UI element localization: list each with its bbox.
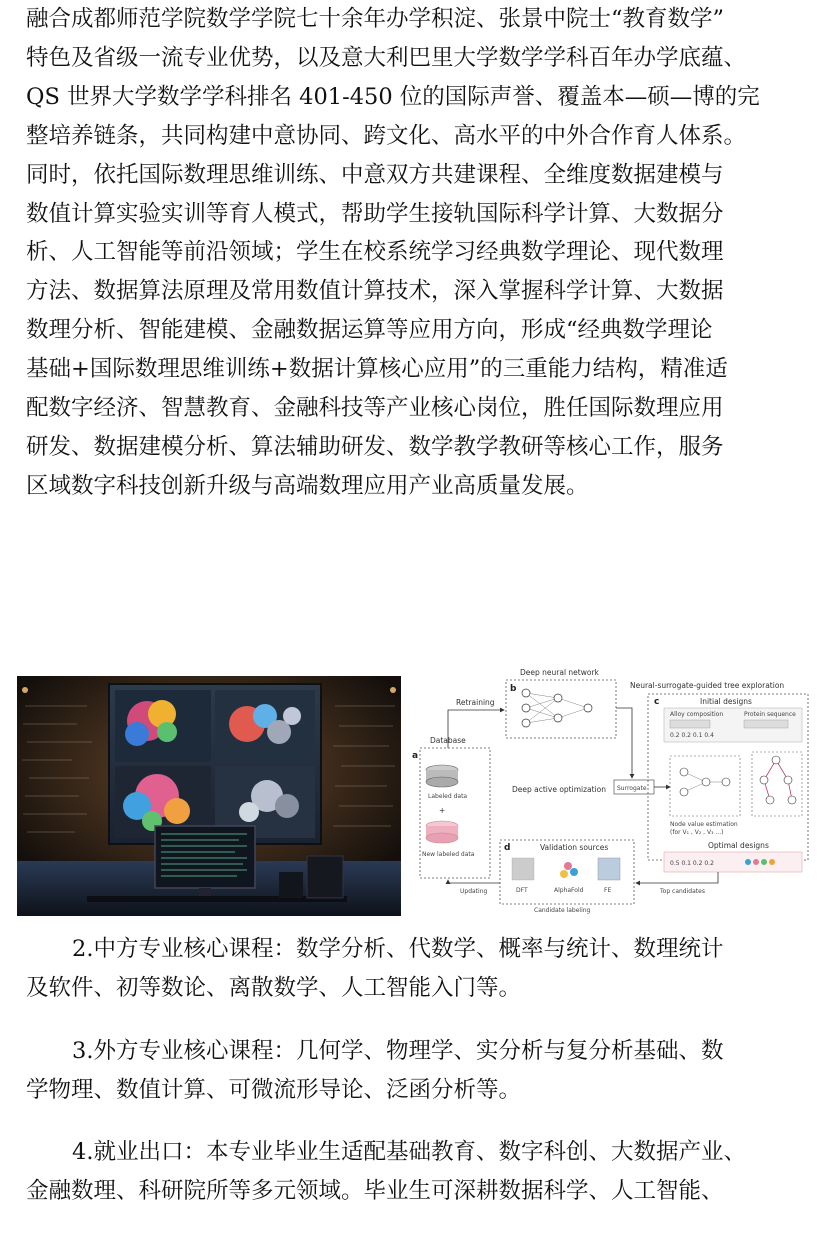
new-labeled-data-label: New labeled data: [422, 851, 475, 858]
employment-paragraph: [26, 1133, 806, 1211]
initial-designs-label: Initial designs: [700, 697, 752, 706]
updating-label: Updating: [460, 888, 488, 895]
fe-label: FE: [604, 887, 612, 894]
dft-label: DFT: [516, 887, 528, 894]
deep-active-optimization-label: Deep active optimization: [512, 785, 606, 794]
text-line: QS 世界大学数学学科排名 401-450 位的国际声誉、覆盖本—硕—博的完: [26, 83, 760, 110]
plus-sign: +: [439, 806, 446, 815]
text-line: 区域数字科技创新升级与高端数理应用产业高质量发展。: [26, 472, 589, 499]
text-line: 特色及省级一流专业优势，以及意大利巴里大学数学学科百年办学底蕴、: [26, 44, 747, 71]
text-line: 学物理、数值计算、可微流形导论、泛函分析等。: [26, 1076, 522, 1103]
text-line: 研发、数据建模分析、算法辅助研发、数学教学教研等核心工作，服务: [26, 433, 724, 460]
text-line: 4.就业出口：本专业毕业生适配基础教育、数字科创、大数据产业、: [72, 1139, 746, 1165]
surrogate-label: Surrogate: [617, 785, 647, 792]
text-line: 数值计算实验实训等育人模式，帮助学生接轨国际科学计算、大数据分: [26, 200, 724, 227]
panel-a-letter: a: [412, 751, 419, 761]
alloy-composition-label: Alloy composition: [670, 711, 724, 718]
text-line: 整培养链条，共同构建中意协同、跨文化、高水平的中外合作育人体系。: [26, 122, 747, 149]
panel-d-letter: d: [504, 843, 511, 853]
node-value-label: Node value estimation: [670, 821, 738, 828]
optimal-values: 0.5 0.1 0.2 0.2: [670, 860, 714, 867]
text-line: 及软件、初等数论、离散数学、人工智能入门等。: [26, 974, 522, 1001]
text-line: 3.外方专业核心课程：几何学、物理学、实分析与复分析基础、数: [72, 1038, 724, 1064]
database-label: Database: [430, 736, 466, 745]
tree-exploration-title: Neural-surrogate-guided tree exploration: [630, 681, 785, 690]
text-line: 融合成都师范学院数学学院七十余年办学积淀、张景中院士“教育数学”: [26, 6, 725, 32]
foreign-core-courses-paragraph: [26, 1032, 806, 1110]
lab-scene-image: [17, 676, 401, 916]
intro-paragraph: [26, 0, 806, 506]
text-line: 析、人工智能等前沿领域；学生在校系统学习经典数学理论、现代数理: [26, 239, 724, 266]
panel-c-letter: c: [654, 697, 660, 707]
labeled-data-label: Labeled data: [428, 793, 468, 800]
alloy-values: 0.2 0.2 0.1 0.4: [670, 732, 714, 739]
text-line: 2.中方专业核心课程：数学分析、代数学、概率与统计、数理统计: [72, 936, 724, 962]
protein-sequence-label: Protein sequence: [744, 711, 796, 718]
panel-b-letter: b: [510, 684, 517, 694]
text-line: 数理分析、智能建模、金融数据运算等应用方向，形成“经典数学理论: [26, 317, 713, 344]
text-line: 配数字经济、智慧教育、金融科技等产业核心岗位，胜任国际数理应用: [26, 395, 724, 422]
validation-sources-label: Validation sources: [540, 843, 609, 852]
text-line: 基础+国际数理思维训练+数据计算核心应用”的三重能力结构，精准适: [26, 356, 728, 383]
text-line: 金融数理、科研院所等多元领域。毕业生可深耕数据科学、人工智能、: [26, 1177, 724, 1204]
node-for-label: (for V₁ , V₂ , V₃ ...): [670, 829, 724, 836]
optimal-designs-label: Optimal designs: [708, 841, 769, 850]
top-candidates-label: Top candidates: [660, 888, 705, 895]
deep-nn-label: Deep neural network: [520, 668, 599, 677]
chinese-core-courses-paragraph: [26, 930, 806, 1008]
candidate-labeling-label: Candidate labeling: [534, 907, 591, 914]
text-line: 方法、数据算法原理及常用数值计算技术，深入掌握科学计算、大数据: [26, 278, 724, 305]
retraining-label: Retraining: [456, 698, 495, 707]
deep-active-optimization-diagram: [408, 668, 816, 914]
text-line: 同时，依托国际数理思维训练、中意双方共建课程、全维度数据建模与: [26, 161, 724, 188]
alphafold-label: AlphaFold: [554, 887, 584, 894]
lab-illustration-photo: [17, 676, 401, 916]
